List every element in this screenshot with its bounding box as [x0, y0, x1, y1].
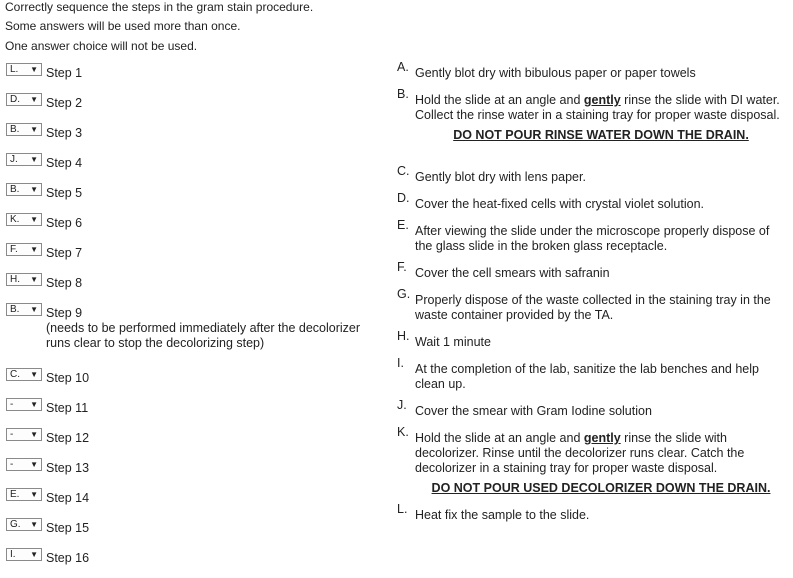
step-row — [6, 213, 386, 243]
instruction-line-1: Correctly sequence the steps in the gram stain procedure. — [5, 0, 314, 14]
answer-letter: A. — [397, 60, 409, 74]
step-5-select[interactable] — [6, 183, 42, 196]
answer-text: Cover the cell smears with safranin — [415, 266, 610, 280]
dropdown-arrow-icon: ▼ — [30, 400, 38, 409]
dropdown-arrow-icon: ▼ — [30, 215, 38, 224]
selected-value: H. — [10, 274, 20, 285]
dropdown-arrow-icon: ▼ — [30, 460, 38, 469]
selected-value: - — [10, 459, 14, 470]
step-8-select[interactable] — [6, 273, 42, 286]
step-row — [6, 303, 386, 353]
selected-value: F. — [10, 244, 18, 255]
step-3-select[interactable] — [6, 123, 42, 136]
answer-letter: B. — [397, 87, 409, 101]
answer-text: After viewing the slide under the microscope properly dispose of the glass slide in the broken glass receptacle. — [415, 224, 770, 253]
step-row — [6, 273, 386, 303]
step-row — [6, 63, 386, 93]
step-15-select[interactable] — [6, 518, 42, 531]
selected-value: E. — [10, 489, 20, 500]
dropdown-arrow-icon: ▼ — [30, 245, 38, 254]
dropdown-arrow-icon: ▼ — [30, 185, 38, 194]
step-14-select[interactable] — [6, 488, 42, 501]
step-label: Step 15 — [46, 521, 90, 535]
dropdown-arrow-icon: ▼ — [30, 520, 38, 529]
step-13-select[interactable] — [6, 458, 42, 471]
selected-value: - — [10, 429, 14, 440]
answer-letter: E. — [397, 218, 409, 232]
selected-value: B. — [10, 124, 20, 135]
dropdown-arrow-icon: ▼ — [30, 430, 38, 439]
answer-letter: K. — [397, 425, 409, 439]
step-row — [6, 458, 386, 488]
answer-letter: I. — [397, 356, 404, 370]
step-9-select[interactable] — [6, 303, 42, 316]
dropdown-arrow-icon: ▼ — [30, 550, 38, 559]
selected-value: L. — [10, 64, 19, 75]
answer-text: Gently blot dry with lens paper. — [415, 170, 586, 184]
selected-value: C. — [10, 369, 20, 380]
selected-value: D. — [10, 94, 20, 105]
answer-text-part: rinse the slide with DI water. Collect the rinse water in a staining tray for proper waste disposal. — [415, 93, 780, 122]
answer-text: Wait 1 minute — [415, 335, 491, 349]
selected-value: J. — [10, 154, 18, 165]
emphasis-text: gently — [583, 431, 621, 445]
answer-letter: D. — [397, 191, 410, 205]
step-7-select[interactable] — [6, 243, 42, 256]
dropdown-arrow-icon: ▼ — [30, 305, 38, 314]
step-label: Step 11 — [46, 401, 89, 415]
dropdown-arrow-icon: ▼ — [30, 490, 38, 499]
answer-letter: G. — [397, 287, 411, 301]
selected-value: K. — [10, 214, 20, 225]
step-16-select[interactable] — [6, 548, 42, 561]
answer-text: Properly dispose of the waste collected in the staining tray in the waste container provided by the TA. — [415, 293, 771, 322]
step-label: Step 12 — [46, 431, 90, 445]
selected-value: G. — [10, 519, 21, 530]
step-2-select[interactable] — [6, 93, 42, 106]
step-row — [6, 183, 386, 213]
warning-text: DO NOT POUR USED DECOLORIZER DOWN THE DRAIN. — [431, 481, 771, 495]
step-row — [6, 243, 386, 273]
instruction-line-3: One answer choice will not be used. — [5, 39, 198, 53]
selected-value: I. — [10, 549, 16, 560]
step-label: Step 3 — [46, 126, 83, 140]
step-note: (needs to be performed immediately after the decolorizer runs clear to stop the decolorizing step) — [46, 321, 361, 350]
answer-text: Heat fix the sample to the slide. — [415, 508, 590, 522]
step-label: Step 1 — [46, 66, 83, 80]
step-row — [6, 153, 386, 183]
selected-value: - — [10, 399, 14, 410]
emphasis-text: gently — [583, 93, 621, 107]
answer-letter: H. — [397, 329, 410, 343]
step-label: Step 4 — [46, 156, 83, 170]
step-label: Step 6 — [46, 216, 83, 230]
step-label: Step 8 — [46, 276, 83, 290]
dropdown-arrow-icon: ▼ — [30, 125, 38, 134]
dropdown-arrow-icon: ▼ — [30, 370, 38, 379]
step-label: Step 14 — [46, 491, 90, 505]
step-label: Step 13 — [46, 461, 90, 475]
step-6-select[interactable] — [6, 213, 42, 226]
step-12-select[interactable] — [6, 428, 42, 441]
answer-text: At the completion of the lab, sanitize the lab benches and help clean up. — [415, 362, 759, 391]
answer-letter: C. — [397, 164, 410, 178]
step-label: Step 5 — [46, 186, 83, 200]
step-4-select[interactable] — [6, 153, 42, 166]
answer-letter: J. — [397, 398, 407, 412]
step-row — [6, 398, 386, 428]
answer-text-part: Hold the slide at an angle and — [415, 431, 584, 445]
step-label: Step 9 — [46, 306, 83, 320]
step-row — [6, 488, 386, 518]
answer-text: Cover the heat-fixed cells with crystal violet solution. — [415, 197, 705, 211]
selected-value: B. — [10, 184, 20, 195]
step-label: Step 2 — [46, 96, 83, 110]
answer-letter: L. — [397, 502, 408, 516]
dropdown-arrow-icon: ▼ — [30, 65, 38, 74]
dropdown-arrow-icon: ▼ — [30, 155, 38, 164]
step-row — [6, 518, 386, 548]
answer-text — [415, 93, 787, 143]
answer-text: Gently blot dry with bibulous paper or paper towels — [415, 66, 696, 80]
step-1-select[interactable] — [6, 63, 42, 76]
step-row — [6, 93, 386, 123]
dropdown-arrow-icon: ▼ — [30, 275, 38, 284]
answer-text: Cover the smear with Gram Iodine solution — [415, 404, 652, 418]
answer-text-part: rinse the slide with decolorizer. Rinse until the decolorizer runs clear. Catch the decolorizer in a staining tray for proper waste disposal. — [415, 431, 745, 475]
instruction-line-2: Some answers will be used more than once. — [5, 19, 241, 33]
step-10-select[interactable] — [6, 368, 42, 381]
step-row — [6, 368, 386, 398]
step-label: Step 10 — [46, 371, 90, 385]
step-row — [6, 428, 386, 458]
answer-text — [415, 431, 787, 496]
step-label: Step 7 — [46, 246, 83, 260]
warning-text: DO NOT POUR RINSE WATER DOWN THE DRAIN. — [453, 128, 749, 142]
selected-value: B. — [10, 304, 20, 315]
dropdown-arrow-icon: ▼ — [30, 95, 38, 104]
answer-letter: F. — [397, 260, 407, 274]
step-11-select[interactable] — [6, 398, 42, 411]
step-row — [6, 123, 386, 153]
answer-text-part: Hold the slide at an angle and — [415, 93, 584, 107]
step-label: Step 16 — [46, 551, 90, 565]
